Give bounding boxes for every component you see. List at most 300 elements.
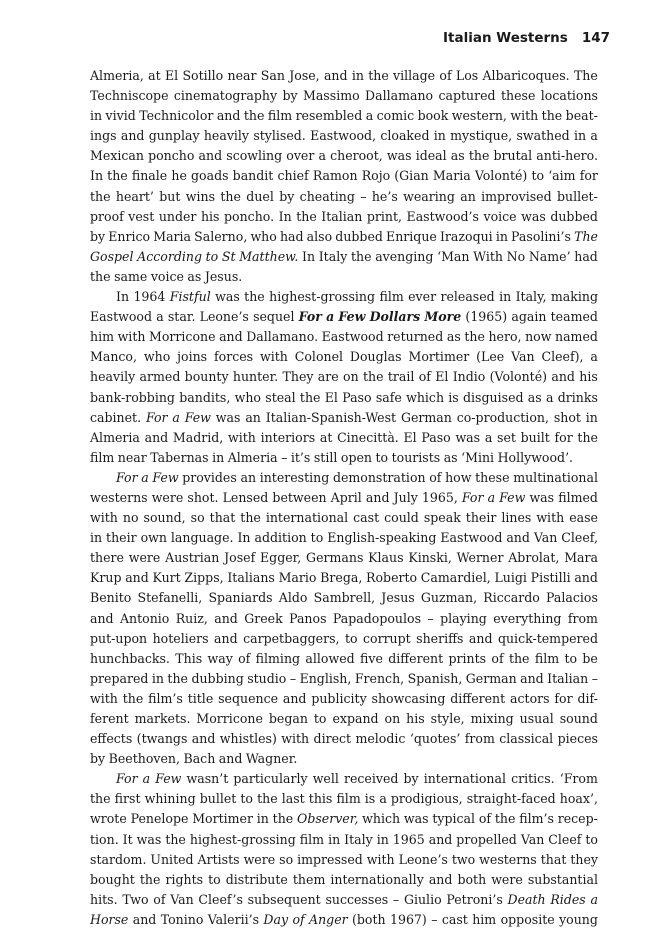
word: shot. bbox=[187, 489, 219, 505]
word: Mortimer bbox=[408, 349, 470, 365]
word: Mortimer bbox=[192, 811, 253, 827]
word: young bbox=[559, 911, 598, 927]
word: Almeria, bbox=[90, 68, 144, 83]
word: Paso bbox=[421, 429, 451, 445]
page-number: 147 bbox=[581, 30, 610, 46]
word: Josef bbox=[224, 550, 256, 566]
word: dubbed bbox=[335, 228, 383, 244]
word: was bbox=[403, 811, 429, 827]
word: film bbox=[299, 831, 325, 847]
word: Mara bbox=[564, 550, 598, 566]
word: who bbox=[143, 349, 171, 365]
word: the bbox=[139, 871, 161, 887]
word: Antonio bbox=[119, 610, 170, 626]
word: ings bbox=[90, 128, 117, 144]
word: and bbox=[90, 610, 114, 626]
word: addition bbox=[254, 530, 307, 546]
word: prodigious, bbox=[390, 791, 463, 807]
word: and bbox=[132, 911, 157, 927]
word: returned bbox=[387, 329, 444, 345]
word: whining bbox=[144, 791, 196, 807]
word: be bbox=[582, 650, 598, 666]
word: to bbox=[564, 650, 578, 666]
word: an bbox=[240, 469, 257, 485]
word: the bbox=[165, 831, 186, 847]
word: cheroot, bbox=[330, 148, 383, 164]
word: ferent bbox=[90, 711, 129, 726]
word: – bbox=[591, 670, 598, 686]
word: drinks bbox=[557, 389, 598, 405]
word: cinematography bbox=[173, 88, 278, 104]
word: named bbox=[555, 329, 598, 345]
word: whistles) bbox=[219, 731, 277, 747]
word: Van bbox=[533, 530, 558, 546]
word: in bbox=[376, 831, 389, 847]
word: in bbox=[585, 409, 598, 425]
word: Manco, bbox=[90, 349, 137, 365]
text-line bbox=[90, 66, 598, 86]
word: resembled bbox=[295, 108, 363, 124]
word: proof bbox=[90, 208, 124, 224]
word: and bbox=[198, 148, 223, 164]
word: Riccardo bbox=[483, 590, 540, 606]
word: safe bbox=[375, 389, 402, 405]
word: Cleef’s bbox=[198, 891, 243, 907]
word: with bbox=[227, 429, 256, 445]
text-line bbox=[90, 367, 598, 387]
word: by bbox=[90, 228, 106, 244]
word: same bbox=[114, 268, 148, 284]
word: the bbox=[464, 329, 485, 345]
word: Italy bbox=[344, 831, 373, 847]
word: Dallamano. bbox=[246, 329, 319, 345]
word: how bbox=[445, 469, 472, 485]
word: demonstration bbox=[332, 469, 426, 485]
word: the bbox=[122, 690, 144, 706]
text-line bbox=[90, 166, 598, 186]
word: Enrique bbox=[386, 228, 437, 244]
word: had bbox=[574, 248, 598, 264]
word: Massimo bbox=[302, 88, 360, 104]
word: of bbox=[429, 469, 442, 485]
word: Germans bbox=[306, 550, 364, 566]
word: provides bbox=[182, 469, 237, 485]
word: Benito bbox=[90, 590, 132, 606]
word: scowling bbox=[226, 148, 283, 164]
word: in bbox=[573, 128, 587, 144]
word: well bbox=[312, 771, 339, 787]
text-line bbox=[90, 86, 598, 106]
word: This bbox=[175, 650, 203, 666]
word: a bbox=[365, 108, 374, 124]
word: usual bbox=[519, 711, 554, 726]
word: St bbox=[221, 248, 236, 264]
word: film bbox=[534, 650, 560, 666]
word: Krup bbox=[90, 570, 122, 586]
word: Mexican bbox=[90, 148, 144, 164]
word: stylised. bbox=[253, 128, 306, 144]
text-line bbox=[90, 870, 598, 890]
word: in bbox=[351, 68, 364, 83]
word: the bbox=[494, 811, 516, 827]
word: Panos bbox=[289, 610, 327, 626]
word: showcasing bbox=[371, 690, 446, 706]
word: Leone’s bbox=[398, 851, 448, 867]
word: a bbox=[156, 309, 164, 325]
word: their bbox=[465, 510, 497, 526]
text-line bbox=[90, 588, 598, 608]
word: mixing bbox=[470, 711, 514, 726]
word: both bbox=[457, 871, 487, 887]
running-head-title: Italian Westerns bbox=[443, 30, 568, 46]
word: of bbox=[292, 911, 305, 927]
word: German bbox=[465, 670, 517, 686]
word: hero, bbox=[488, 329, 522, 345]
word: Horse bbox=[90, 911, 129, 927]
word: was bbox=[215, 409, 241, 425]
word: and bbox=[144, 429, 169, 445]
text-line bbox=[90, 488, 598, 508]
word: Eastwood bbox=[90, 309, 152, 325]
word: Stefanelli, bbox=[137, 590, 203, 606]
word: Wagner. bbox=[245, 751, 298, 767]
word: between bbox=[272, 489, 327, 505]
word: Ruiz, bbox=[175, 610, 208, 626]
word: bounty bbox=[184, 369, 229, 385]
word: and bbox=[216, 108, 241, 124]
word: sheriffs bbox=[416, 630, 464, 646]
word: to bbox=[208, 871, 221, 887]
text-line bbox=[90, 327, 598, 347]
word: substantial bbox=[527, 871, 598, 887]
word: and bbox=[219, 329, 243, 345]
word: that bbox=[540, 851, 567, 867]
word: French, bbox=[354, 670, 405, 686]
word: at bbox=[148, 68, 161, 83]
word: as bbox=[450, 148, 465, 164]
text-line bbox=[90, 287, 598, 307]
word: locations bbox=[540, 88, 598, 104]
word: ease bbox=[569, 510, 598, 526]
word: Palacios bbox=[546, 590, 598, 606]
word: Kurt bbox=[152, 570, 181, 586]
word: Hollywood’. bbox=[497, 449, 574, 465]
word: the bbox=[240, 510, 261, 526]
word: and bbox=[506, 530, 530, 546]
word: there bbox=[90, 550, 124, 566]
word: with bbox=[90, 510, 118, 526]
word: book bbox=[417, 108, 449, 124]
word: voice bbox=[150, 268, 184, 284]
word: prints bbox=[448, 650, 487, 666]
word: July bbox=[393, 489, 418, 505]
word: film bbox=[379, 289, 404, 305]
word: language. bbox=[170, 530, 234, 546]
text-line bbox=[90, 689, 598, 709]
text-line bbox=[90, 428, 598, 448]
word: Anger bbox=[309, 911, 348, 927]
word: and bbox=[191, 731, 216, 747]
word: (twangs bbox=[136, 731, 188, 747]
word: of bbox=[238, 650, 251, 666]
word: (Lee bbox=[476, 349, 505, 365]
word: Mario bbox=[278, 570, 317, 586]
text-line bbox=[90, 709, 598, 729]
word: Day bbox=[263, 911, 289, 927]
text-line bbox=[90, 267, 598, 287]
word: for bbox=[554, 690, 573, 706]
word: Ramon bbox=[312, 168, 358, 184]
word: their bbox=[106, 530, 137, 546]
word: by bbox=[90, 751, 106, 767]
word: the bbox=[243, 108, 265, 124]
word: – bbox=[289, 670, 297, 686]
word: Fistful bbox=[169, 289, 211, 305]
word: El bbox=[324, 389, 338, 405]
word: by bbox=[403, 771, 419, 787]
word: so bbox=[190, 510, 205, 526]
word: swathed bbox=[516, 128, 570, 144]
word: put-upon bbox=[90, 630, 148, 646]
word: also bbox=[306, 228, 333, 244]
word: 1967) bbox=[389, 911, 427, 927]
word: a bbox=[379, 791, 387, 807]
word: filming bbox=[255, 650, 301, 666]
word: tion. bbox=[90, 831, 119, 847]
word: chief bbox=[277, 168, 309, 184]
word: and bbox=[214, 630, 238, 646]
word: Name’ bbox=[528, 248, 571, 264]
word: wrote bbox=[90, 811, 127, 827]
word: he’s bbox=[371, 188, 398, 204]
word: vest bbox=[128, 208, 155, 224]
word: by bbox=[282, 88, 298, 104]
word: Indio bbox=[452, 369, 486, 385]
word: beat- bbox=[565, 108, 598, 124]
word: now bbox=[525, 329, 552, 345]
word: Eastwood bbox=[440, 530, 503, 546]
word: In bbox=[116, 289, 130, 305]
word: – bbox=[392, 891, 400, 907]
text-line bbox=[90, 388, 598, 408]
text-line bbox=[90, 890, 598, 910]
word: Italian-Spanish-West bbox=[265, 409, 397, 425]
word: The bbox=[573, 68, 598, 83]
word: to bbox=[310, 530, 324, 546]
word: pieces bbox=[557, 731, 598, 747]
word: Rojo bbox=[361, 168, 391, 184]
word: a bbox=[318, 148, 326, 164]
word: For bbox=[145, 409, 168, 425]
word: in bbox=[90, 108, 103, 124]
word: international bbox=[265, 510, 349, 526]
text-line bbox=[90, 307, 598, 327]
word: and bbox=[125, 570, 149, 586]
word: bought bbox=[90, 871, 135, 887]
word: by bbox=[279, 188, 295, 204]
word: was bbox=[529, 489, 555, 505]
text-line bbox=[90, 187, 598, 207]
word: from bbox=[567, 610, 598, 626]
word: the bbox=[299, 389, 321, 405]
word: particularly bbox=[233, 771, 308, 787]
word: Los bbox=[455, 68, 479, 83]
word: with bbox=[90, 690, 118, 706]
word: are bbox=[317, 369, 339, 385]
word: near bbox=[117, 449, 147, 465]
word: bullet- bbox=[556, 188, 598, 204]
word: an bbox=[245, 409, 261, 425]
word: Cleef), bbox=[541, 349, 584, 365]
word: received bbox=[343, 771, 399, 787]
text-line bbox=[90, 669, 598, 689]
word: near bbox=[227, 68, 257, 83]
word: Italian bbox=[321, 208, 363, 224]
word: dubbed bbox=[550, 208, 598, 224]
word: Valerii’s bbox=[207, 911, 260, 927]
word: Zipps, bbox=[184, 570, 224, 586]
word: to bbox=[531, 168, 545, 184]
word: Pistilli bbox=[530, 570, 571, 586]
word: hunchbacks. bbox=[90, 650, 170, 666]
word: lines bbox=[501, 510, 532, 526]
word: El bbox=[164, 68, 179, 83]
word: five bbox=[359, 650, 383, 666]
word: Few bbox=[338, 309, 366, 325]
word: westerns bbox=[90, 489, 148, 505]
word: on bbox=[343, 369, 359, 385]
word: expand bbox=[332, 711, 379, 726]
word: For bbox=[298, 309, 322, 325]
word: Morricone bbox=[196, 711, 263, 726]
word: straight-faced bbox=[466, 791, 556, 807]
word: steal bbox=[265, 389, 296, 405]
text-line bbox=[90, 207, 598, 227]
word: who bbox=[250, 228, 277, 244]
word: the bbox=[90, 268, 111, 284]
text-line bbox=[90, 528, 598, 548]
word: was bbox=[455, 429, 481, 445]
text-line bbox=[90, 247, 598, 267]
word: westerns bbox=[479, 851, 537, 867]
word: open bbox=[340, 449, 372, 465]
word: which bbox=[362, 811, 401, 827]
word: Aldo bbox=[278, 590, 308, 606]
word: captured bbox=[438, 88, 496, 104]
word: Almeria bbox=[90, 429, 140, 445]
word: Camardiel, bbox=[420, 570, 491, 586]
word: in bbox=[151, 670, 164, 686]
word: film bbox=[336, 791, 361, 807]
word: Madrid, bbox=[172, 429, 224, 445]
word: dubbing bbox=[191, 670, 244, 686]
word: English-speaking bbox=[327, 530, 437, 546]
word: Petroni’s bbox=[446, 891, 503, 907]
word: According bbox=[137, 248, 202, 264]
word: village bbox=[393, 68, 436, 83]
word: For bbox=[461, 489, 484, 505]
word: Two bbox=[122, 891, 149, 907]
word: Abrolat, bbox=[508, 550, 560, 566]
word: interesting bbox=[259, 469, 330, 485]
word: to bbox=[240, 791, 253, 807]
word: The bbox=[574, 228, 598, 244]
word: a bbox=[141, 469, 149, 485]
text-line bbox=[90, 106, 598, 126]
word: with bbox=[117, 329, 146, 345]
word: markets. bbox=[134, 711, 191, 726]
word: Spaniards bbox=[208, 590, 273, 606]
word: his bbox=[406, 711, 425, 726]
word: with bbox=[366, 851, 395, 867]
word: duel bbox=[246, 188, 274, 204]
word: ‘Man bbox=[437, 248, 470, 264]
word: actors bbox=[510, 690, 550, 706]
word: for bbox=[579, 168, 598, 184]
word: interiors bbox=[260, 429, 316, 445]
word: bullet bbox=[199, 791, 237, 807]
word: stardom. bbox=[90, 851, 147, 867]
word: and bbox=[468, 630, 493, 646]
word: is bbox=[448, 389, 459, 405]
word: Douglas bbox=[349, 349, 402, 365]
word: Italy bbox=[318, 248, 348, 264]
word: anti-hero. bbox=[536, 148, 598, 164]
word: everything bbox=[493, 610, 562, 626]
word: and bbox=[365, 489, 390, 505]
word: way bbox=[207, 650, 233, 666]
word: For bbox=[116, 771, 138, 787]
text-line bbox=[90, 548, 598, 568]
word: goads bbox=[191, 168, 229, 184]
word: hits. bbox=[90, 891, 118, 907]
word: Death bbox=[507, 891, 546, 907]
word: multinational bbox=[513, 469, 598, 485]
word: teamed bbox=[550, 309, 598, 325]
word: a bbox=[545, 389, 554, 405]
word: and bbox=[428, 831, 453, 847]
word: it’s bbox=[290, 449, 311, 465]
word: these bbox=[475, 469, 510, 485]
word: (1965) bbox=[465, 309, 508, 325]
word: prepared bbox=[90, 670, 149, 686]
word: Leone’s bbox=[199, 309, 249, 325]
word: joins bbox=[177, 349, 208, 365]
word: Irazoqui bbox=[439, 228, 493, 244]
word: but bbox=[159, 188, 181, 204]
word: sound bbox=[559, 711, 598, 726]
word: a bbox=[487, 489, 496, 505]
word: under bbox=[158, 208, 197, 224]
word: – bbox=[281, 449, 288, 465]
word: comic bbox=[376, 108, 415, 124]
word: and bbox=[323, 68, 348, 83]
word: English, bbox=[299, 670, 352, 686]
word: United bbox=[150, 851, 194, 867]
word: Van bbox=[511, 349, 535, 365]
word: the bbox=[541, 108, 563, 124]
word: Roberto bbox=[366, 570, 418, 586]
text-line bbox=[90, 227, 598, 247]
word: were bbox=[128, 550, 161, 566]
word: Eastwood, bbox=[310, 128, 377, 144]
word: mystique, bbox=[450, 128, 513, 144]
word: was bbox=[215, 289, 240, 305]
word: highest-grossing bbox=[189, 831, 296, 847]
word: ‘aim bbox=[548, 168, 576, 184]
word: internationally bbox=[330, 871, 424, 887]
text-line bbox=[90, 729, 598, 749]
